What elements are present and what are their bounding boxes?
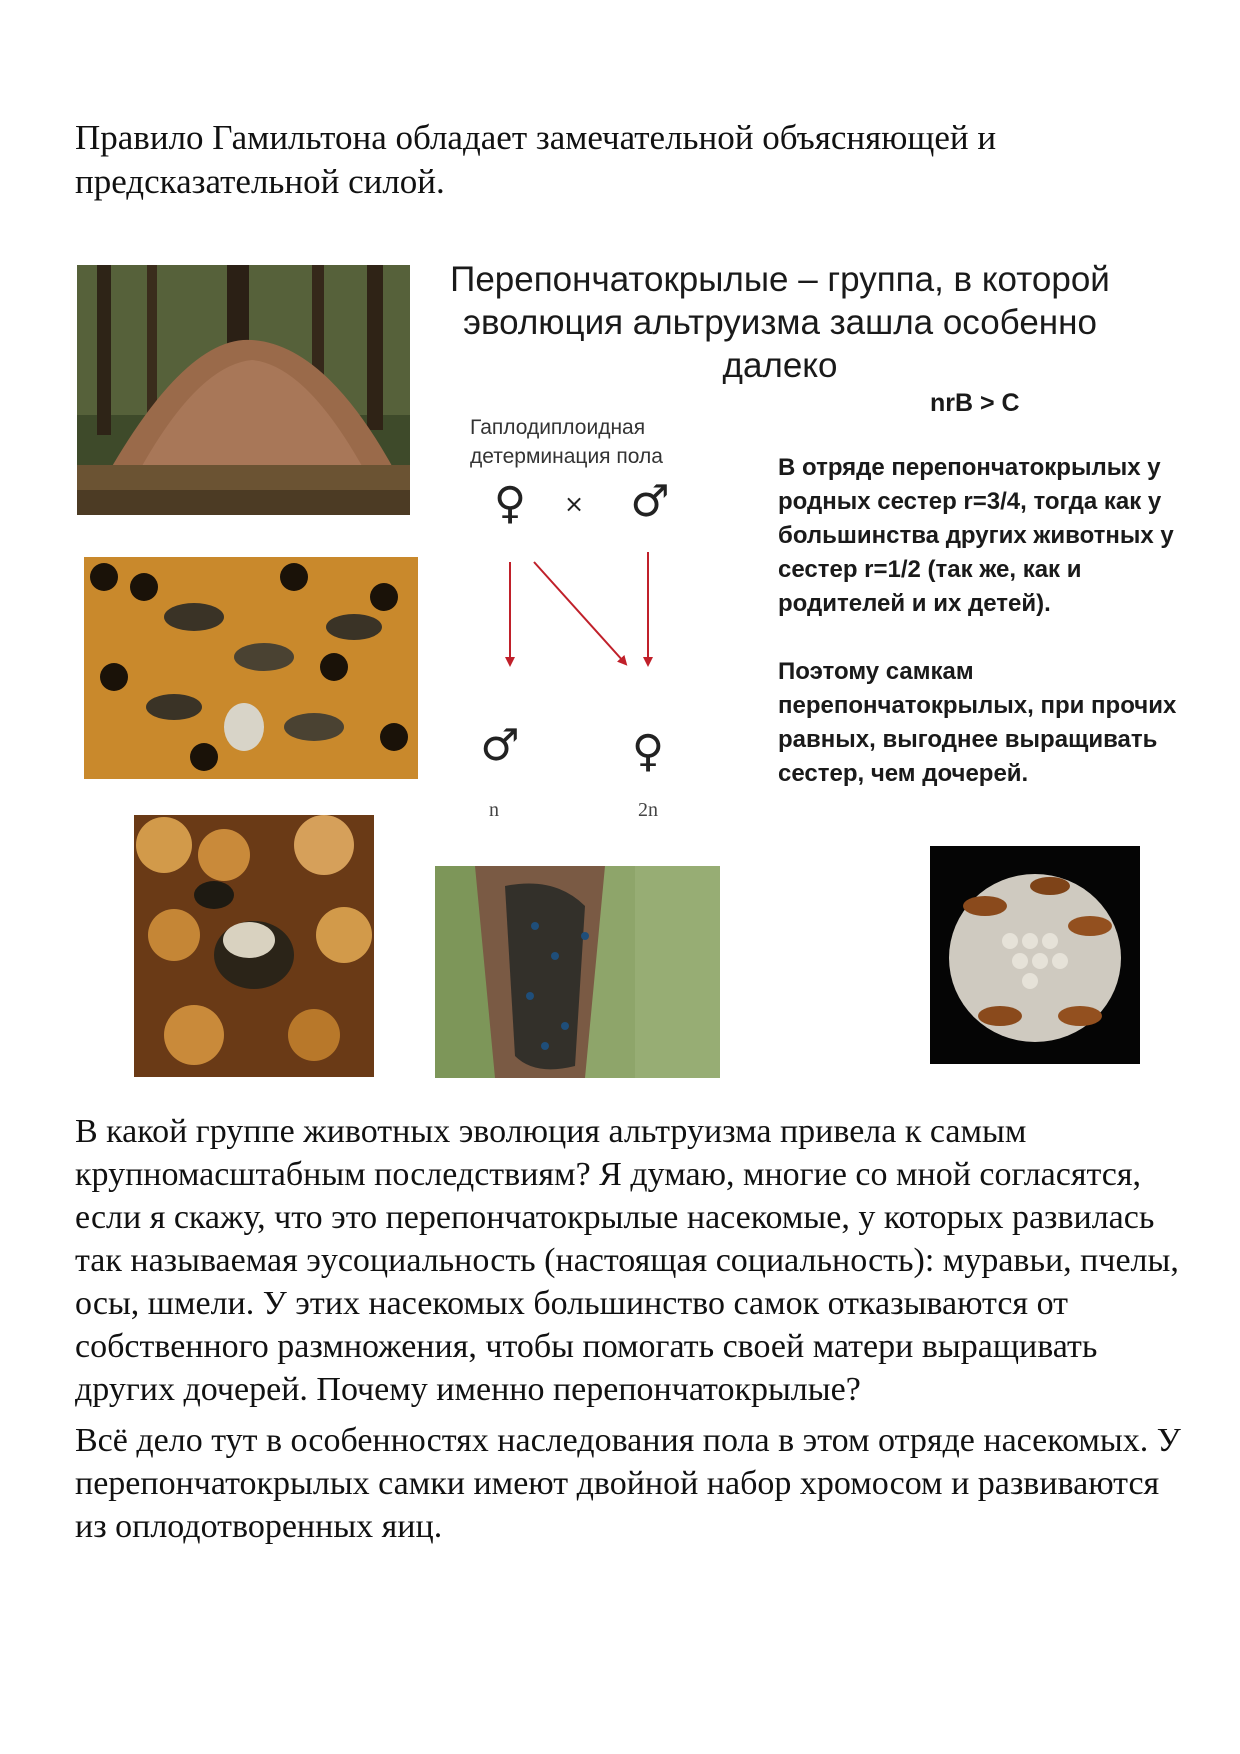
slide-explanation (778, 451, 1188, 825)
hamilton-formula: nrB > C (930, 389, 1020, 417)
slide-title: Перепончатокрылые – группа, в которой эволюция альтруизма зашла особенно далеко (450, 260, 1110, 385)
body-paragraph-1: В какой группе животных эволюция альтруизма привела к самым крупномасштабным последствиям? Я думаю, многие со мной согласятся, если я скажу, что это перепончатокрылые насекомые, у которых развилась так называемая эусоциальность (настоящая социальность): муравьи, пчелы, осы, шмели. У этих насекомых большинство самок отказываются от собственного размножения, чтобы помогать своей матери выращивать других дочерей. Почему именно перепончатокрылые? (75, 1113, 1179, 1408)
body-paragraph-2: Всё дело тут в особенностях наследования пола в этом отряде насекомых. У перепончатокрылых самки имеют двойной набор хромосом и развиваются из оплодотворенных яиц. (75, 1422, 1181, 1545)
diagram-label: Гаплодиплоидная детерминация пола (470, 416, 663, 468)
cross-symbol: × (563, 490, 585, 518)
offspring-female-symbol: ♀ (631, 726, 665, 777)
relatedness-note: В отряде перепончатокрылых у родных сестер r=3/4, тогда как у большинства других животных у сестер r=1/2 (так же, как и родителей и их детей). (778, 454, 1174, 617)
parent-female-symbol: ♀ (493, 478, 527, 529)
body-text (75, 1110, 1185, 1556)
haplodiploidy-diagram (470, 470, 730, 830)
parent-male-symbol: ♂ (630, 476, 670, 527)
anthill-photo (77, 265, 410, 515)
wasp-nest-photo (930, 846, 1140, 1064)
female-ploidy-label: 2n (638, 799, 658, 821)
arrow-male-to-female (534, 562, 624, 662)
intro-paragraph: Правило Гамильтона обладает замечательной объясняющей и предсказательной силой. (75, 118, 997, 201)
honeybee-comb-photo (84, 557, 418, 779)
conclusion-emphasis: выгоднее выращивать сестер, чем дочерей. (778, 726, 1158, 787)
conclusion-lead: Поэтому самкам перепончатокрылых, при прочих равных, (778, 658, 1177, 753)
male-ploidy-label: n (489, 799, 499, 821)
offspring-male-symbol: ♂ (480, 720, 520, 771)
bumblebee-nest-photo (134, 815, 374, 1077)
conclusion-note (778, 655, 1188, 791)
tree-bee-swarm-photo (435, 866, 720, 1078)
